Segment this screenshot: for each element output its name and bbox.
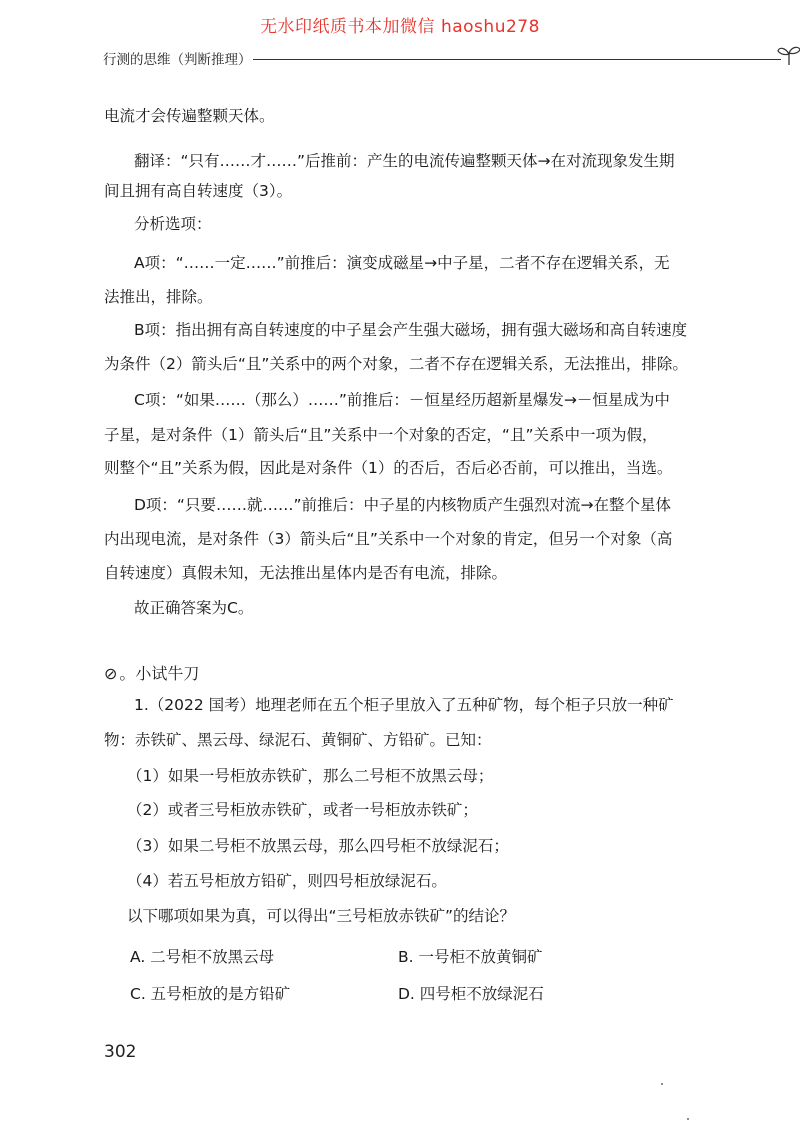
option-d: D. 四号柜不放绿泥石 [398, 985, 544, 1003]
text-line: 内出现电流，是对条件（3）箭头后“且”关系中一个对象的肯定，但另一个对象（高 [104, 530, 673, 548]
question-prompt: 以下哪项如果为真，可以得出“三号柜放赤铁矿”的结论？ [127, 907, 516, 925]
question-line: 1.（2022 国考）地理老师在五个柜子里放入了五种矿物，每个柜子只放一种矿 [134, 696, 674, 714]
text-line: 翻译：“只有……才……”后推前：产生的电流传遍整颗天体→在对流现象发生期 [134, 152, 675, 170]
condition-line: （2）或者三号柜放赤铁矿，或者一号柜放赤铁矿； [127, 801, 478, 819]
text-line: 电流才会传遍整颗天体。 [104, 107, 275, 125]
text-line: 故正确答案为C。 [134, 599, 254, 617]
running-header [103, 44, 703, 70]
section-mark-icon: ⊘ [104, 664, 118, 683]
section-title: 。小试牛刀 [119, 664, 200, 683]
option-a: A. 二号柜不放黑云母 [130, 948, 275, 966]
condition-line: （1）如果一号柜放赤铁矿，那么二号柜不放黑云母； [127, 767, 494, 785]
question-line: 物：赤铁矿、黑云母、绿泥石、黄铜矿、方铅矿。已知： [104, 731, 492, 749]
text-line: C项：“如果……（那么）……”前推后：－恒星经历超新星爆发→－恒星成为中 [134, 391, 670, 409]
page-number: 302 [104, 1042, 137, 1062]
option-b: B. 一号柜不放黄铜矿 [398, 948, 543, 966]
text-line: 法推出，排除。 [104, 288, 213, 306]
condition-line: （3）如果二号柜不放黑云母，那么四号柜不放绿泥石； [127, 837, 509, 855]
scan-speck [687, 1118, 689, 1120]
header-rule [253, 59, 781, 60]
section-heading [104, 661, 199, 684]
text-line: D项：“只要……就……”前推后：中子星的内核物质产生强烈对流→在整个星体 [134, 496, 671, 514]
header-title: 行测的思维（判断推理） [103, 52, 252, 68]
sprout-icon [775, 44, 800, 66]
text-line: A项：“……一定……”前推后：演变成磁星→中子星，二者不存在逻辑关系，无 [134, 254, 670, 272]
option-c: C. 五号柜放的是方铅矿 [130, 985, 291, 1003]
text-line: 子星，是对条件（1）箭头后“且”关系中一个对象的否定，“且”关系中一项为假， [104, 426, 658, 444]
condition-line: （4）若五号柜放方铅矿，则四号柜放绿泥石。 [127, 872, 447, 890]
text-line: 则整个“且”关系为假，因此是对条件（1）的否后，否后必否前，可以推出，当选。 [104, 459, 673, 477]
text-line: B项：指出拥有高自转速度的中子星会产生强大磁场，拥有强大磁场和高自转速度 [134, 321, 688, 339]
text-line: 分析选项： [134, 215, 212, 233]
text-line: 为条件（2）箭头后“且”关系中的两个对象，二者不存在逻辑关系，无法推出，排除。 [104, 355, 688, 373]
scan-speck [661, 1083, 663, 1085]
text-line: 间且拥有高自转速度（3）。 [104, 182, 293, 200]
watermark: 无水印纸质书本加微信 haoshu278 [260, 17, 540, 37]
text-line: 自转速度）真假未知，无法推出星体内是否有电流，排除。 [104, 564, 508, 582]
